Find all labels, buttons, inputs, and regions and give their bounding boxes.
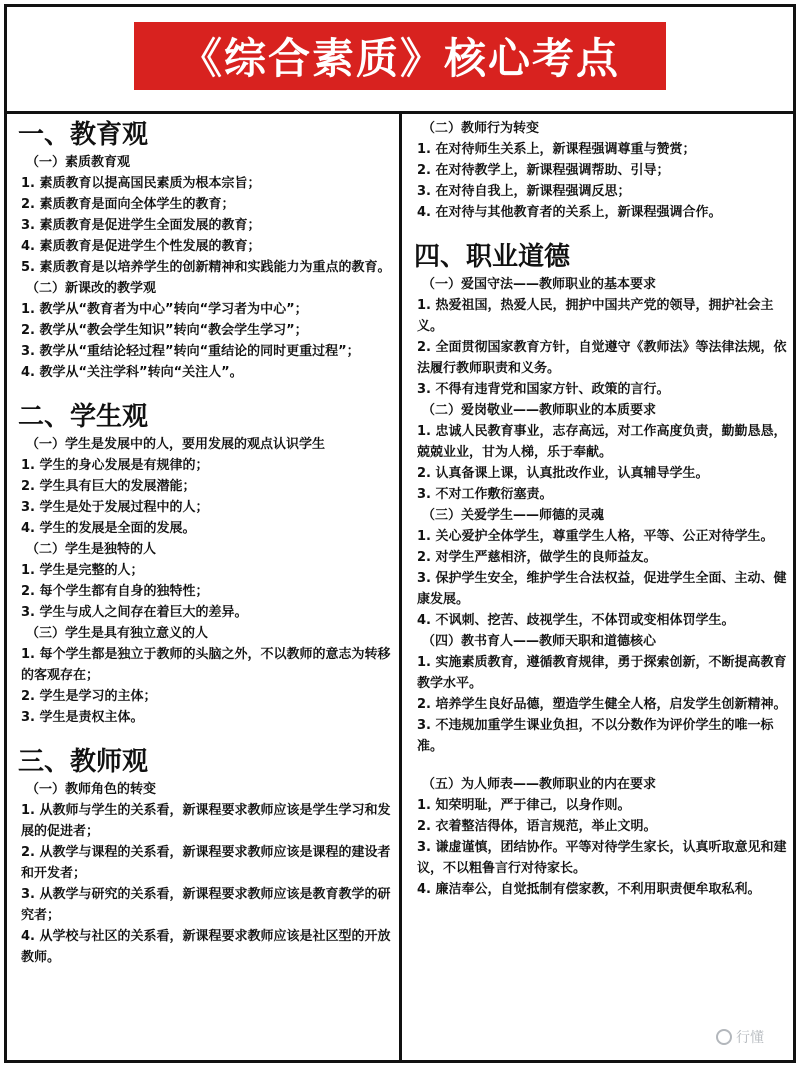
list-item: 2. 教学从“教会学生知识”转向“教会学生学习”； xyxy=(21,323,308,338)
list-item: 1. 关心爱护全体学生，尊重学生人格，平等、公正对待学生。 xyxy=(417,529,774,544)
list-item: 2. 对学生严慈相济，做学生的良师益友。 xyxy=(417,550,657,565)
list-item: 4. 不讽刺、挖苦、歧视学生，不体罚或变相体罚学生。 xyxy=(417,613,735,628)
list-item: 4. 教学从“关注学科”转向“关注人”。 xyxy=(21,365,243,380)
list-item: 4. 从学校与社区的关系看，新课程要求教师应该是社区型的开放教师。 xyxy=(21,929,391,965)
subsection-heading: （一）教师角色的转变 xyxy=(26,782,157,797)
right-column xyxy=(414,118,788,900)
section-gap xyxy=(18,383,396,400)
list-item: 3. 教学从“重结论轻过程”转向“重结论的同时更重过程”； xyxy=(21,344,360,359)
watermark-text: 行懂 xyxy=(736,1030,764,1046)
section-heading: 一、教育观 xyxy=(18,120,149,150)
list-item: 2. 全面贯彻国家教育方针，自觉遵守《教师法》等法律法规，依法履行教师职责和义务。 xyxy=(417,340,787,376)
list-item: 2. 认真备课上课，认真批改作业，认真辅导学生。 xyxy=(417,466,709,481)
list-item: 3. 谦虚谨慎，团结协作。平等对待学生家长，认真听取意见和建议，不以粗鲁言行对待家长。 xyxy=(417,840,787,876)
subsection-heading: （五）为人师表——教师职业的内在要求 xyxy=(422,777,657,792)
section-heading: 三、教师观 xyxy=(18,747,149,777)
section-gap xyxy=(414,223,788,240)
section-gap xyxy=(414,757,788,774)
list-item: 3. 不得有违背党和国家方针、政策的言行。 xyxy=(417,382,670,397)
list-item: 4. 廉洁奉公，自觉抵制有偿家教，不利用职责便牟取私利。 xyxy=(417,882,761,897)
list-item: 1. 学生的身心发展是有规律的； xyxy=(21,458,209,473)
section-gap xyxy=(18,728,396,745)
list-item: 1. 知荣明耻，严于律己，以身作则。 xyxy=(417,798,631,813)
subsection-heading: （二）教师行为转变 xyxy=(422,121,540,136)
list-item: 2. 每个学生都有自身的独特性； xyxy=(21,584,209,599)
list-item: 1. 忠诚人民教育事业，志存高远，对工作高度负责，勤勤恳恳，兢兢业业，甘为人梯，乐于奉献。 xyxy=(417,424,787,460)
subsection-heading: （一）素质教育观 xyxy=(26,155,131,170)
list-item: 3. 保护学生安全，维护学生合法权益，促进学生全面、主动、健康发展。 xyxy=(417,571,787,607)
list-item: 2. 学生是学习的主体； xyxy=(21,689,157,704)
list-item: 1. 从教师与学生的关系看，新课程要求教师应该是学生学习和发展的促进者； xyxy=(21,803,391,839)
subsection-heading: （一）学生是发展中的人，要用发展的观点认识学生 xyxy=(26,437,326,452)
list-item: 3. 从教学与研究的关系看，新课程要求教师应该是教育教学的研究者； xyxy=(21,887,391,923)
watermark xyxy=(716,1027,764,1047)
list-item: 3. 不违规加重学生课业负担，不以分数作为评价学生的唯一标准。 xyxy=(417,718,774,754)
list-item: 3. 学生是责权主体。 xyxy=(21,710,144,725)
list-item: 1. 素质教育以提高国民素质为根本宗旨； xyxy=(21,176,261,191)
subsection-heading: （二）爱岗敬业——教师职业的本质要求 xyxy=(422,403,657,418)
list-item: 3. 不对工作敷衍塞责。 xyxy=(417,487,553,502)
left-column xyxy=(18,118,396,968)
list-item: 3. 素质教育是促进学生全面发展的教育； xyxy=(21,218,261,233)
list-item: 2. 培养学生良好品德，塑造学生健全人格，启发学生创新精神。 xyxy=(417,697,787,712)
title-banner xyxy=(134,22,666,90)
section-heading: 二、学生观 xyxy=(18,402,149,432)
section-heading: 四、职业道德 xyxy=(414,242,571,272)
subsection-heading: （一）爱国守法——教师职业的基本要求 xyxy=(422,277,657,292)
subsection-heading: （二）新课改的教学观 xyxy=(26,281,157,296)
list-item: 1. 教学从“教育者为中心”转向“学习者为中心”； xyxy=(21,302,308,317)
subsection-heading: （三）关爱学生——师德的灵魂 xyxy=(422,508,605,523)
list-item: 1. 学生是完整的人； xyxy=(21,563,144,578)
subsection-heading: （二）学生是独特的人 xyxy=(26,542,157,557)
list-item: 2. 在对待教学上，新课程强调帮助、引导； xyxy=(417,163,670,178)
column-divider xyxy=(399,111,402,1063)
page-title: 《综合素质》核心考点 xyxy=(179,34,620,83)
list-item: 2. 从教学与课程的关系看，新课程要求教师应该是课程的建设者和开发者； xyxy=(21,845,391,881)
list-item: 3. 在对待自我上，新课程强调反思； xyxy=(417,184,631,199)
subsection-heading: （三）学生是具有独立意义的人 xyxy=(26,626,209,641)
list-item: 5. 素质教育是以培养学生的创新精神和实践能力为重点的教育。 xyxy=(21,260,391,275)
list-item: 2. 学生具有巨大的发展潜能； xyxy=(21,479,196,494)
list-item: 3. 学生与成人之间存在着巨大的差异。 xyxy=(21,605,248,620)
list-item: 4. 学生的发展是全面的发展。 xyxy=(21,521,196,536)
list-item: 2. 素质教育是面向全体学生的教育； xyxy=(21,197,235,212)
list-item: 4. 在对待与其他教育者的关系上，新课程强调合作。 xyxy=(417,205,722,220)
watermark-icon xyxy=(716,1029,732,1045)
subsection-heading: （四）教书育人——教师天职和道德核心 xyxy=(422,634,657,649)
list-item: 4. 素质教育是促进学生个性发展的教育； xyxy=(21,239,261,254)
list-item: 2. 衣着整洁得体，语言规范，举止文明。 xyxy=(417,819,657,834)
list-item: 1. 在对待师生关系上，新课程强调尊重与赞赏； xyxy=(417,142,696,157)
list-item: 1. 实施素质教育，遵循教育规律，勇于探索创新，不断提高教育教学水平。 xyxy=(417,655,787,691)
list-item: 1. 热爱祖国，热爱人民，拥护中国共产党的领导，拥护社会主义。 xyxy=(417,298,774,334)
list-item: 1. 每个学生都是独立于教师的头脑之外，不以教师的意志为转移的客观存在； xyxy=(21,647,391,683)
list-item: 3. 学生是处于发展过程中的人； xyxy=(21,500,209,515)
